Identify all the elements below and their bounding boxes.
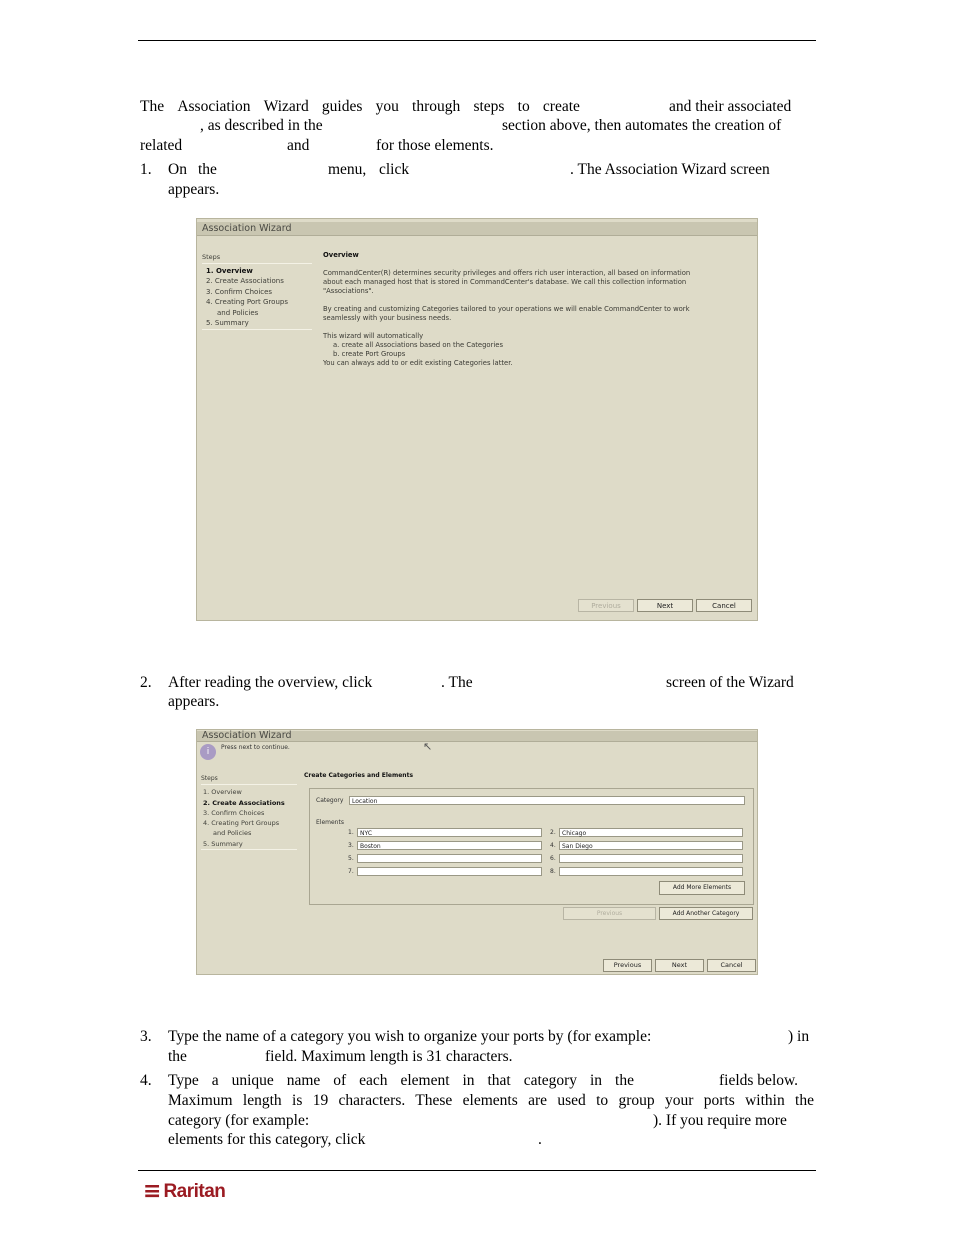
step-item-creating-port-groups: 4. Creating Port Groups [206,298,288,306]
step-3-number: 3. [140,1028,152,1045]
element-2-number: 2. [550,829,556,836]
step-item-summary: 5. Summary [203,839,243,848]
overview-text-2a: By creating and customizing Categories tailored to your operations we will enable CommandCenter to work [323,305,690,313]
step-4-number: 4. [140,1072,152,1089]
element-6-number: 6. [550,855,556,862]
step-1-number: 1. [140,161,152,178]
next-button[interactable]: Next [637,599,693,612]
element-3-number: 3. [348,842,354,849]
step-2-number: 2. [140,674,152,691]
element-8-input[interactable] [559,867,743,876]
footer-rule [138,1170,816,1171]
header-rule [138,40,816,41]
category-group-box [309,788,754,905]
element-1-number: 1. [348,829,354,836]
element-4-input[interactable]: San Diego [559,841,743,850]
mouse-cursor-icon: ↖ [423,740,433,753]
step-item-create-associations: 2. Create Associations [206,277,284,285]
step-4-line-2: Maximum length is 19 characters. These elements are used to group your ports within the [168,1092,814,1109]
overview-title: Overview [323,251,359,259]
elements-label: Elements [316,819,344,826]
element-5-input[interactable] [357,854,542,863]
overview-content [323,251,753,368]
overview-text-1a: CommandCenter(R) determines security privileges and offers rich user interaction, all based on information [323,269,691,277]
cancel-button[interactable]: Cancel [707,959,756,972]
wizard-title-bar: Association Wizard [197,222,757,236]
step-item-confirm-choices: 3. Confirm Choices [206,287,273,296]
cancel-button[interactable]: Cancel [696,599,752,612]
wizard-title-bar: Association Wizard [197,731,757,742]
category-previous-button[interactable]: Previous [563,907,656,920]
element-7-input[interactable] [357,867,542,876]
add-another-category-button[interactable]: Add Another Category [659,907,753,920]
step-item-create-associations: 2. Create Associations [203,798,285,807]
hint-text: Press next to continue. [221,744,290,751]
steps-header: Steps [201,774,297,785]
step-item-policies: and Policies [217,308,259,317]
element-4-number: 4. [550,842,556,849]
step-1-continuation: appears. [168,181,220,198]
previous-button[interactable]: Previous [603,959,652,972]
overview-text-4: You can always add to or edit existing Categories latter. [323,359,513,367]
overview-text-3a: a. create all Associations based on the Categories [333,341,503,349]
raritan-logo-text: Raritan [163,1181,226,1202]
element-8-number: 8. [550,868,556,875]
category-label: Category [316,797,344,804]
raritan-logo-icon: ≡ [143,1179,162,1204]
steps-panel [202,252,312,330]
element-1-input[interactable]: NYC [357,828,542,837]
overview-text-1b: about each managed host that is stored in CommandCenter's database. We call this collection information [323,278,687,286]
element-7-number: 7. [348,868,354,875]
step-item-policies: and Policies [213,829,252,838]
step-item-creating-port-groups: 4. Creating Port Groups [203,819,280,828]
category-input[interactable]: Location [349,796,745,805]
step-item-confirm-choices: 3. Confirm Choices [203,808,265,817]
overview-text-3: This wizard will automatically [323,332,424,340]
element-2-input[interactable]: Chicago [559,828,743,837]
step-item-summary: 5. Summary [206,319,249,327]
section-title: Create Categories and Elements [304,772,414,779]
overview-text-2b: seamlessly with your business needs. [323,314,452,322]
raritan-logo [143,1181,225,1203]
previous-button[interactable]: Previous [578,599,634,612]
next-button[interactable]: Next [655,959,704,972]
step-item-overview: 1. Overview [203,788,242,797]
steps-header: Steps [202,252,312,264]
overview-text-3b: b. create Port Groups [333,350,406,358]
overview-text-1c: "Associations". [323,287,374,295]
step-2-continuation: appears. [168,693,220,710]
add-more-elements-button[interactable]: Add More Elements [659,881,745,895]
wizard-create-associations-screenshot [196,729,758,975]
steps-panel [201,774,297,850]
info-icon: i [200,744,216,760]
element-3-input[interactable]: Boston [357,841,542,850]
wizard-overview-screenshot [196,218,758,621]
step-item-overview: 1. Overview [206,266,253,275]
element-6-input[interactable] [559,854,743,863]
element-5-number: 5. [348,855,354,862]
